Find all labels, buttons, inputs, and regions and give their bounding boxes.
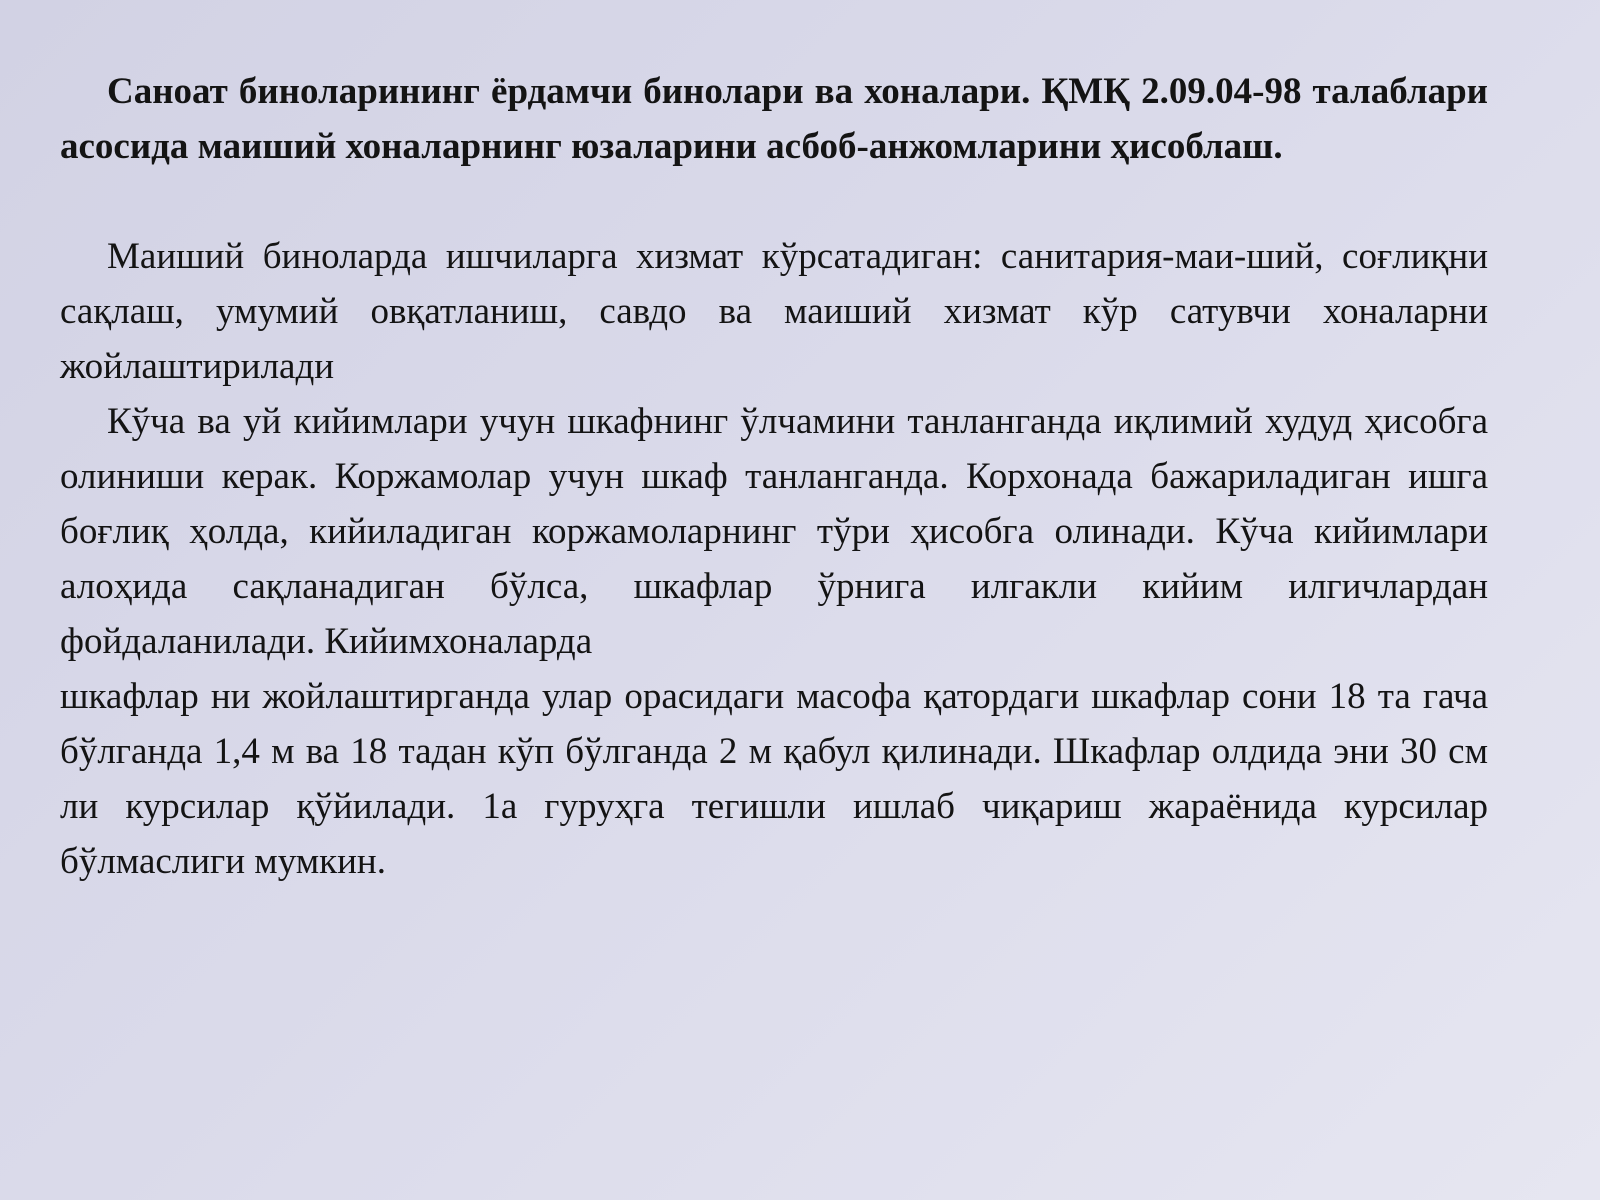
spacer <box>60 174 1488 229</box>
paragraph-2 <box>60 394 1488 669</box>
paragraph-2-last-word: Кийимхоналарда <box>324 621 593 662</box>
slide-heading: Саноат биноларининг ёрдамчи бинолари ва хоналари. ҚМҚ 2.09.04-98 талаблари асосида маиший хоналарнинг юзаларини асбоб-анжомларини ҳисоблаш. <box>60 71 1488 167</box>
paragraph-2-text: Кўча ва уй кийимлари учун шкафнинг ўлчамини танланганда иқлимий худуд ҳисобга олиниши керак. Коржамолар учун шкаф танланганда. Корхонада бажариладиган ишга боғлиқ ҳолда, кийиладиган коржамоларнинг тўри ҳисобга олинади. Кўча кийимлари алоҳида сақланадиган бўлса, шкафлар ўрнига илгакли кийим илгичлардан фойдаланилади. <box>60 401 1488 662</box>
paragraph-3: шкафлар ни жойлаштирганда улар орасидаги масофа қатордаги шкафлар сони 18 та гача бўлганда 1,4 м ва 18 тадан кўп бўлганда 2 м қабул қилинади. Шкафлар олдида эни 30 см ли курсилар қўйилади. 1а гуруҳга тегишли ишлаб чиқариш жараёнида курсилар бўлмаслиги мумкин. <box>60 676 1488 882</box>
paragraph-1: Маиший биноларда ишчиларга хизмат кўрсатадиган: санитария-маи-ший, соғлиқни сақлаш, умумий овқатланиш, савдо ва маиший хизмат кўр сатувчи хоналарни жойлаштирилади <box>60 236 1488 387</box>
